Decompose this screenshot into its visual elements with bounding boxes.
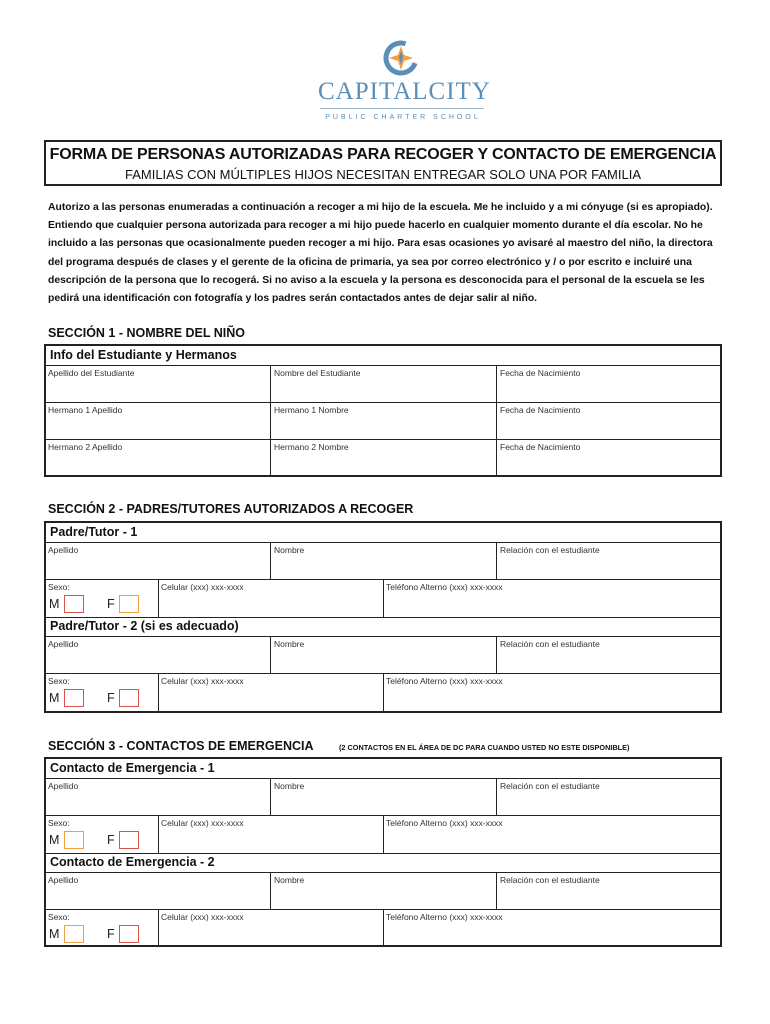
divider <box>383 909 384 947</box>
divider <box>46 853 720 854</box>
title-box <box>44 140 722 186</box>
divider <box>270 872 271 909</box>
section3-title: SECCIÓN 3 - CONTACTOS DE EMERGENCIA <box>48 739 314 753</box>
divider <box>496 636 497 673</box>
guardian2-relation-field[interactable]: Relación con el estudiante <box>500 639 600 649</box>
guardian2-f-label: F <box>107 691 115 705</box>
divider <box>46 636 720 637</box>
divider <box>496 365 497 477</box>
emergency2-altphone-field[interactable]: Teléfono Alterno (xxx) xxx-xxxx <box>386 912 503 922</box>
section3-box <box>44 757 722 947</box>
divider <box>46 872 720 873</box>
divider <box>46 778 720 779</box>
guardian1-lastname-field[interactable]: Apellido <box>48 545 79 555</box>
compass-star-icon <box>376 38 426 80</box>
divider <box>46 365 720 366</box>
emergency1-f-checkbox[interactable] <box>119 831 139 849</box>
divider <box>270 636 271 673</box>
divider <box>46 542 720 543</box>
student-lastname-field[interactable]: Apellido del Estudiante <box>48 368 135 378</box>
emergency1-firstname-field[interactable]: Nombre <box>274 781 305 791</box>
guardian1-title: Padre/Tutor - 1 <box>50 525 138 539</box>
emergency2-firstname-field[interactable]: Nombre <box>274 875 305 885</box>
divider <box>270 778 271 815</box>
logo-wordmark: CAPITALCITY <box>318 78 491 105</box>
emergency2-sex-label: Sexo: <box>48 912 70 922</box>
student-dob-field[interactable]: Fecha de Nacimiento <box>500 368 581 378</box>
guardian1-f-label: F <box>107 597 115 611</box>
guardian1-m-checkbox[interactable] <box>64 595 84 613</box>
logo-divider <box>320 108 484 109</box>
divider <box>158 673 159 713</box>
emergency2-m-label: M <box>49 927 60 941</box>
emergency1-relation-field[interactable]: Relación con el estudiante <box>500 781 600 791</box>
divider <box>383 579 384 617</box>
divider <box>496 778 497 815</box>
guardian1-cell-field[interactable]: Celular (xxx) xxx-xxxx <box>161 582 244 592</box>
section1-box-title: Info del Estudiante y Hermanos <box>50 348 237 362</box>
emergency2-relation-field[interactable]: Relación con el estudiante <box>500 875 600 885</box>
section1-box <box>44 344 722 477</box>
guardian1-firstname-field[interactable]: Nombre <box>274 545 305 555</box>
emergency1-f-label: F <box>107 833 115 847</box>
sibling1-lastname-field[interactable]: Hermano 1 Apellido <box>48 405 123 415</box>
form-title: FORMA DE PERSONAS AUTORIZADAS PARA RECOGER Y CONTACTO DE EMERGENCIA <box>49 146 717 163</box>
student-firstname-field[interactable]: Nombre del Estudiante <box>274 368 361 378</box>
guardian2-m-label: M <box>49 691 60 705</box>
divider <box>46 439 720 440</box>
sibling2-lastname-field[interactable]: Hermano 2 Apellido <box>48 442 123 452</box>
section1-title: SECCIÓN 1 - NOMBRE DEL NIÑO <box>48 326 246 340</box>
divider <box>270 542 271 579</box>
guardian1-relation-field[interactable]: Relación con el estudiante <box>500 545 600 555</box>
divider <box>158 579 159 617</box>
guardian1-f-checkbox[interactable] <box>119 595 139 613</box>
guardian2-cell-field[interactable]: Celular (xxx) xxx-xxxx <box>161 676 244 686</box>
guardian2-m-checkbox[interactable] <box>64 689 84 707</box>
guardian2-sex-label: Sexo: <box>48 676 70 686</box>
divider <box>158 815 159 853</box>
emergency1-m-label: M <box>49 833 60 847</box>
sibling2-dob-field[interactable]: Fecha de Nacimiento <box>500 442 581 452</box>
emergency1-cell-field[interactable]: Celular (xxx) xxx-xxxx <box>161 818 244 828</box>
guardian2-lastname-field[interactable]: Apellido <box>48 639 79 649</box>
divider <box>46 402 720 403</box>
emergency1-lastname-field[interactable]: Apellido <box>48 781 79 791</box>
emergency2-lastname-field[interactable]: Apellido <box>48 875 79 885</box>
emergency2-cell-field[interactable]: Celular (xxx) xxx-xxxx <box>161 912 244 922</box>
divider <box>270 365 271 477</box>
emergency2-f-label: F <box>107 927 115 941</box>
emergency2-title: Contacto de Emergencia - 2 <box>50 855 215 869</box>
emergency2-m-checkbox[interactable] <box>64 925 84 943</box>
emergency1-m-checkbox[interactable] <box>64 831 84 849</box>
section2-box <box>44 521 722 713</box>
divider <box>383 815 384 853</box>
form-subtitle: FAMILIAS CON MÚLTIPLES HIJOS NECESITAN ENTREGAR SOLO UNA POR FAMILIA <box>124 167 641 182</box>
emergency2-f-checkbox[interactable] <box>119 925 139 943</box>
sibling1-firstname-field[interactable]: Hermano 1 Nombre <box>274 405 349 415</box>
sibling1-dob-field[interactable]: Fecha de Nacimiento <box>500 405 581 415</box>
divider <box>46 617 720 618</box>
section2-title: SECCIÓN 2 - PADRES/TUTORES AUTORIZADOS A RECOGER <box>48 502 414 516</box>
sibling2-firstname-field[interactable]: Hermano 2 Nombre <box>274 442 349 452</box>
guardian2-firstname-field[interactable]: Nombre <box>274 639 305 649</box>
guardian1-sex-label: Sexo: <box>48 582 70 592</box>
divider <box>158 909 159 947</box>
guardian2-f-checkbox[interactable] <box>119 689 139 707</box>
emergency1-title: Contacto de Emergencia - 1 <box>50 761 215 775</box>
guardian1-altphone-field[interactable]: Teléfono Alterno (xxx) xxx-xxxx <box>386 582 503 592</box>
section3-note: (2 CONTACTOS EN EL ÁREA DE DC PARA CUANDO USTED NO ESTE DISPONIBLE) <box>339 743 630 752</box>
guardian1-m-label: M <box>49 597 60 611</box>
logo-subtitle: PUBLIC CHARTER SCHOOL <box>325 114 481 121</box>
emergency1-sex-label: Sexo: <box>48 818 70 828</box>
school-logo <box>318 38 491 122</box>
emergency1-altphone-field[interactable]: Teléfono Alterno (xxx) xxx-xxxx <box>386 818 503 828</box>
divider <box>496 542 497 579</box>
divider <box>496 872 497 909</box>
guardian2-altphone-field[interactable]: Teléfono Alterno (xxx) xxx-xxxx <box>386 676 503 686</box>
intro-paragraph: Autorizo a las personas enumeradas a continuación a recoger a mi hijo de la escuela. Me he incluido y a mi cónyuge (si es apropiado). Entiendo que cualquier persona autorizada para recoger a mi hijo puede hacerlo en cualquier momento durante el día escolar. No he incluido a las personas que ocasionalmente pueden recoger a mi hijo. Para esas ocasiones yo avisaré al maestro del niño, la directora del programa después de clases y el gerente de la oficina de primaria, ya sea por correo electrónico y / o por escrito e incluiré una descripción de la persona que lo recogerá. Si no aviso a la escuela y la persona es desconocida para el personal de la escuela se les pedirá una identificación con fotografía y los padres serán contactados antes de dejar salir al niño. <box>48 202 713 305</box>
guardian2-title: Padre/Tutor - 2 (si es adecuado) <box>50 619 239 633</box>
divider <box>383 673 384 713</box>
